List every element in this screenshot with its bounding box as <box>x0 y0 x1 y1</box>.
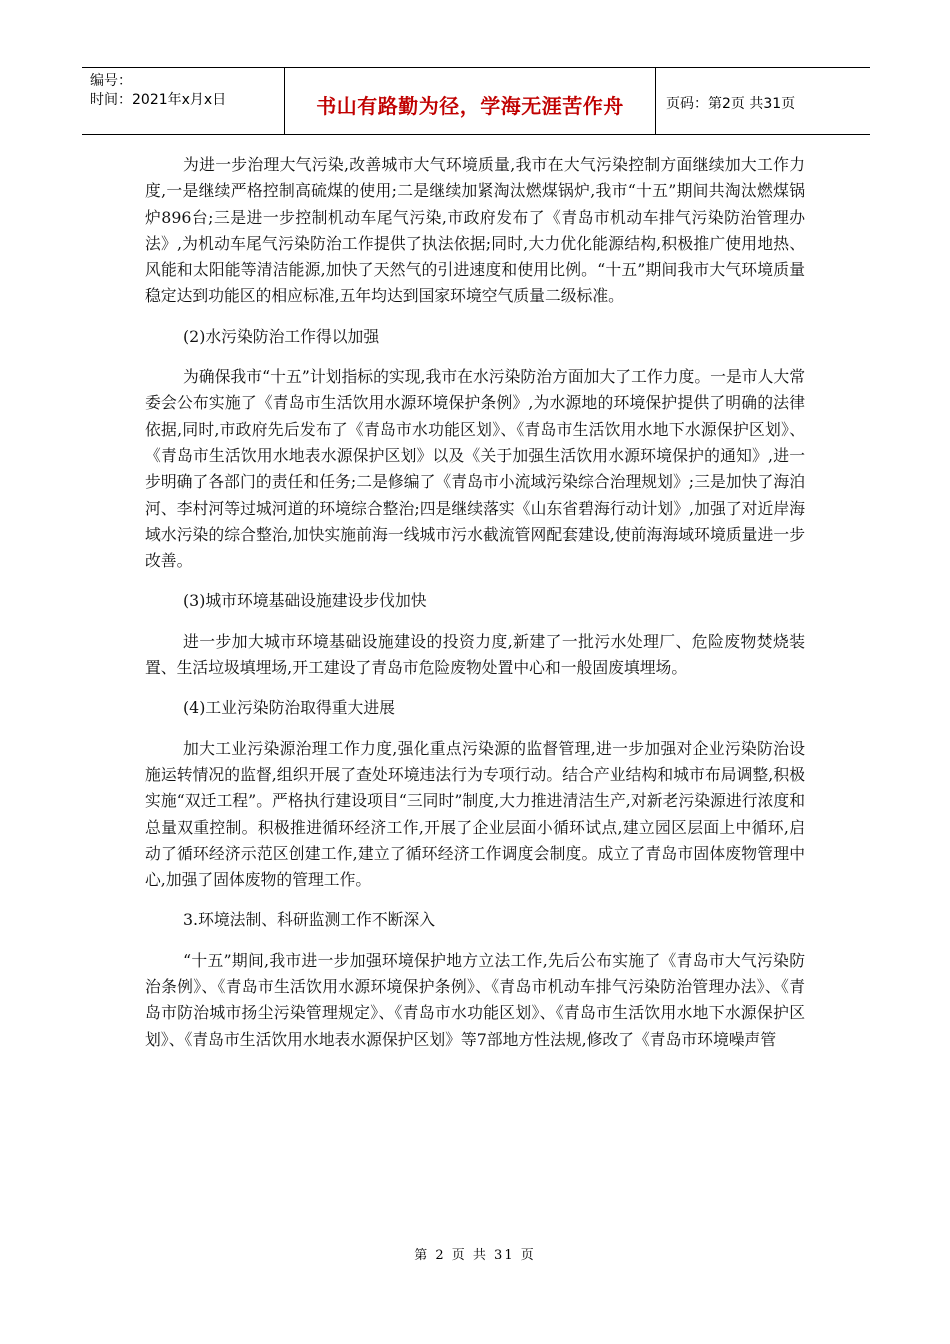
section-heading-industrial: (4)工业污染防治取得重大进展 <box>183 698 395 718</box>
page-header <box>82 67 870 135</box>
section-heading-infrastructure: (3)城市环境基础设施建设步伐加快 <box>183 591 427 611</box>
paragraph-air-pollution: 为进一步治理大气污染,改善城市大气环境质量,我市在大气污染控制方面继续加大工作力度,一是继续严格控制高硫煤的使用;二是继续加紧淘汰燃煤锅炉,我市“十五”期间共淘汰燃煤锅炉896台;三是进一步控制机动车尾气污染,市政府发布了《青岛市机动车排气污染防治管理办法》,为机动车尾气污染防治工作提供了执法依据;同时,大力优化能源结构,积极推广使用地热、风能和太阳能等清洁能源,加快了天然气的引进速度和使用比例。“十五”期间我市大气环境质量稳定达到功能区的相应标准,五年均达到国家环境空气质量二级标准。 <box>145 155 805 306</box>
paragraph-water-pollution: 为确保我市“十五”计划指标的实现,我市在水污染防治方面加大了工作力度。一是市人大常委会公布实施了《青岛市生活饮用水源环境保护条例》,为水源地的环境保护提供了明确的法律依据,同时,市政府先后发布了《青岛市水功能区划》、《青岛市生活饮用水地下水源保护区划》、《青岛市生活饮用水地表水源保护区划》以及《关于加强生活饮用水源环境保护的通知》,进一步明确了各部门的责任和任务;二是修编了《青岛市小流域污染综合治理规划》;三是加快了海泊河、李村河等过城河道的环境综合整治;四是继续落实《山东省碧海行动计划》,加强了对近岸海域水污染的综合整治,加快实施前海一线城市污水截流管网配套建设,使前海海域环境质量进一步改善。 <box>145 367 805 571</box>
document-number-label: 编号： <box>90 73 132 89</box>
paragraph-legal: “十五”期间,我市进一步加强环境保护地方立法工作,先后公布实施了《青岛市大气污染防治条例》、《青岛市生活饮用水源环境保护条例》、《青岛市机动车排气污染防治管理办法》、《青岛市防治城市扬尘污染管理规定》、《青岛市水功能区划》、《青岛市生活饮用水地下水源保护区划》、《青岛市生活饮用水地表水源保护区划》等7部地方性法规,修改了《青岛市环境噪声管 <box>145 950 805 1049</box>
document-time-label: 时间：2021年x月x日 <box>90 92 227 108</box>
section-heading-legal: 3.环境法制、科研监测工作不断深入 <box>183 910 436 930</box>
paragraph-infrastructure: 进一步加大城市环境基础设施建设的投资力度,新建了一批污水处理厂、危险废物焚烧装置、生活垃圾填埋场,开工建设了青岛市危险废物处置中心和一般固废填埋场。 <box>145 631 805 678</box>
section-heading-water: (2)水污染防治工作得以加强 <box>183 326 380 346</box>
page-footer: 第 2 页 共 31 页 <box>414 1248 536 1263</box>
header-page-number: 页码：第2页 共31页 <box>666 96 796 112</box>
paragraph-industrial: 加大工业污染源治理工作力度,强化重点污染源的监督管理,进一步加强对企业污染防治设施运转情况的监督,组织开展了查处环境违法行为专项行动。结合产业结构和城市布局调整,积极实施“双迁工程”。严格执行建设项目“三同时”制度,大力推进清洁生产,对新老污染源进行浓度和总量双重控制。积极推进循环经济工作,开展了企业层面小循环试点,建立园区层面上中循环,启动了循环经济示范区创建工作,建立了循环经济工作调度会制度。成立了青岛市固体废物管理中心,加强了固体废物的管理工作。 <box>145 738 805 890</box>
document-body <box>145 152 805 1053</box>
header-motto: 书山有路勤为径，学海无涯苦作舟 <box>284 68 656 134</box>
header-meta <box>82 68 284 134</box>
